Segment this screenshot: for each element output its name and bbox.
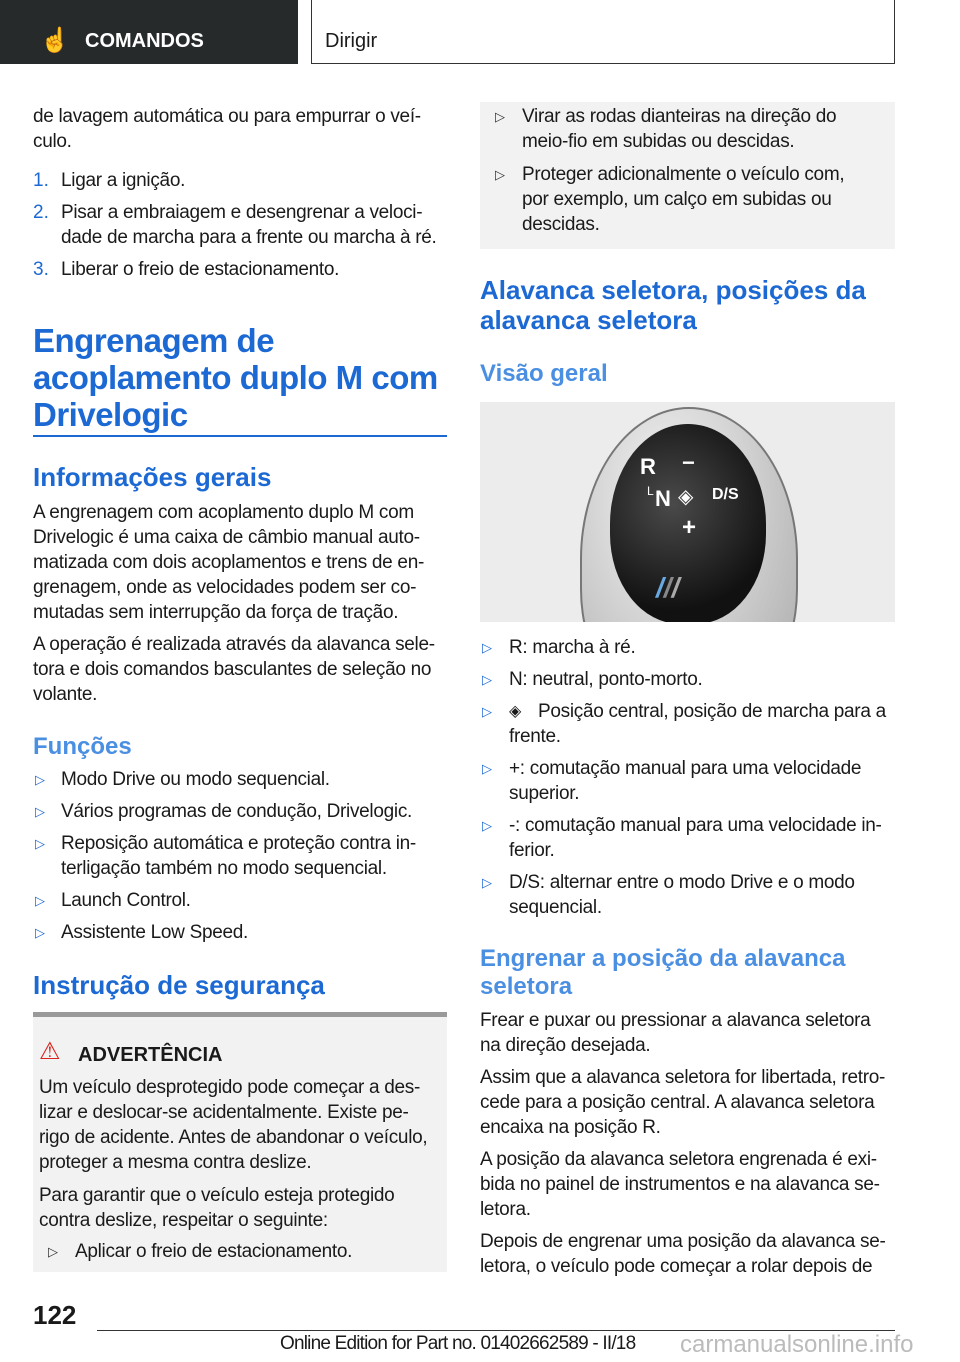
- selector-heading: Alavanca seletora, posições da alavanca seletora: [480, 275, 866, 335]
- function-item: Vários programas de condução, Drivelogic.: [61, 801, 412, 822]
- edition-text: Online Edition for Part no. 01402662589 - II/18: [280, 1333, 636, 1354]
- chapter-title: Dirigir: [325, 30, 378, 52]
- watermark: carmanualsonline.info: [680, 1331, 914, 1358]
- step-text: Ligar a ignição.: [61, 170, 186, 191]
- engage-paragraph: Assim que a alavanca seletora for libertada, retro- cede para a posição central. A alavanca seletora encaixa na posição R.: [480, 1067, 886, 1138]
- bullet-icon: ▷: [35, 925, 45, 940]
- chapter-tab: [311, 0, 895, 64]
- step-text: Liberar o freio de estacionamento.: [61, 259, 340, 280]
- info-paragraph: A operação é realizada através da alavanca sele- tora e dois comandos basculantes de seleção no volante.: [33, 634, 435, 705]
- knob-ds: D/S: [712, 486, 739, 503]
- info-paragraph: A engrenagem com acoplamento duplo M com Drivelogic é uma caixa de câmbio manual auto- matizada com dois acoplamentos e trens de en- grenagem, onde as velocidades podem ser co- mutadas sem interrupção da força de tração.: [33, 502, 424, 623]
- warning-triangle-icon: ⚠: [39, 1038, 61, 1065]
- section-tab: [0, 0, 298, 64]
- engage-paragraph: Depois de engrenar uma posição da alavanca se- letora, o veículo pode começar a rolar depois de: [480, 1231, 886, 1277]
- bullet-icon: ▷: [35, 836, 45, 851]
- position-item: +: comutação manual para uma velocidade superior.: [509, 758, 862, 804]
- bullet-icon: ▷: [35, 893, 45, 908]
- warning-item: Proteger adicionalmente o veículo com, por exemplo, um calço em subidas ou descidas.: [522, 164, 845, 235]
- warning-text: Um veículo desprotegido pode começar a des- lizar e deslocar-se acidentalmente. Existe pe- rigo de acidente. Antes de abandonar o veículo, proteger a mesma contra deslize.: [39, 1077, 428, 1173]
- hand-pointer-icon: ☝: [40, 27, 70, 54]
- functions-heading: Funções: [33, 733, 132, 760]
- warning-box: [33, 1012, 447, 1272]
- function-item: Launch Control.: [61, 890, 191, 911]
- function-item: Assistente Low Speed.: [61, 922, 248, 943]
- function-item: Reposição automática e proteção contra in- terligação também no modo sequencial.: [61, 833, 416, 879]
- warning-title: ADVERTÊNCIA: [78, 1044, 223, 1066]
- bullet-icon: ▷: [495, 167, 505, 182]
- bullet-icon: ▷: [482, 672, 492, 687]
- step-number: 3.: [33, 259, 49, 280]
- safety-heading: Instrução de segurança: [33, 970, 325, 1000]
- knob-l: L: [647, 484, 654, 498]
- page-title: Engrenagem de acoplamento duplo M com Drivelogic: [33, 322, 438, 433]
- knob-face: [610, 424, 766, 622]
- section-title: COMANDOS: [85, 30, 204, 52]
- title-divider: [33, 435, 447, 437]
- page-number: 122: [33, 1300, 77, 1330]
- warning-text: Para garantir que o veículo esteja protegido contra deslize, respeitar o seguinte:: [39, 1185, 395, 1231]
- knob-minus: −: [682, 450, 695, 475]
- info-heading: Informações gerais: [33, 462, 272, 492]
- bullet-icon: ▷: [495, 109, 505, 124]
- warning-item: Aplicar o freio de estacionamento.: [75, 1241, 353, 1262]
- position-item: -: comutação manual para uma velocidade in- ferior.: [509, 815, 882, 861]
- bullet-icon: ▷: [482, 704, 492, 719]
- function-item: Modo Drive ou modo sequencial.: [61, 769, 330, 790]
- bullet-icon: ▷: [482, 818, 492, 833]
- intro-text: de lavagem automática ou para empurrar o veí- culo.: [33, 106, 421, 152]
- knob-r: R: [640, 454, 656, 479]
- engage-heading: Engrenar a posição da alavanca seletora: [480, 945, 846, 1000]
- warning-box-continued: [480, 102, 895, 249]
- center-position-icon: ◈: [509, 703, 522, 720]
- bullet-icon: ▷: [482, 761, 492, 776]
- knob-n: N: [655, 486, 671, 511]
- warning-item: Virar as rodas dianteiras na direção do meio-fio em subidas ou descidas.: [522, 106, 837, 152]
- engage-paragraph: A posição da alavanca seletora engrenada é exi- bida no painel de instrumentos e na alavanca se- letora.: [480, 1149, 880, 1220]
- selector-lever-image: [480, 402, 895, 622]
- step-number: 2.: [33, 202, 49, 223]
- overview-heading: Visão geral: [480, 360, 608, 387]
- center-position-icon: ◈: [678, 486, 694, 508]
- step-number: 1.: [33, 170, 49, 191]
- bullet-icon: ▷: [482, 640, 492, 655]
- engage-paragraph: Frear e puxar ou pressionar a alavanca seletora na direção desejada.: [480, 1010, 871, 1056]
- bullet-icon: ▷: [48, 1244, 58, 1259]
- position-item: N: neutral, ponto-morto.: [509, 669, 703, 690]
- knob-plus: +: [682, 514, 697, 541]
- m-logo: ///: [656, 572, 680, 603]
- bullet-icon: ▷: [482, 875, 492, 890]
- position-item: Posição central, posição de marcha para a frente.: [509, 701, 886, 747]
- bullet-icon: ▷: [35, 804, 45, 819]
- position-item: R: marcha à ré.: [509, 637, 636, 658]
- step-text: Pisar a embraiagem e desengrenar a veloci- dade de marcha para a frente ou marcha à ré.: [61, 202, 437, 248]
- bullet-icon: ▷: [35, 772, 45, 787]
- position-item: D/S: alternar entre o modo Drive e o modo sequencial.: [509, 872, 855, 918]
